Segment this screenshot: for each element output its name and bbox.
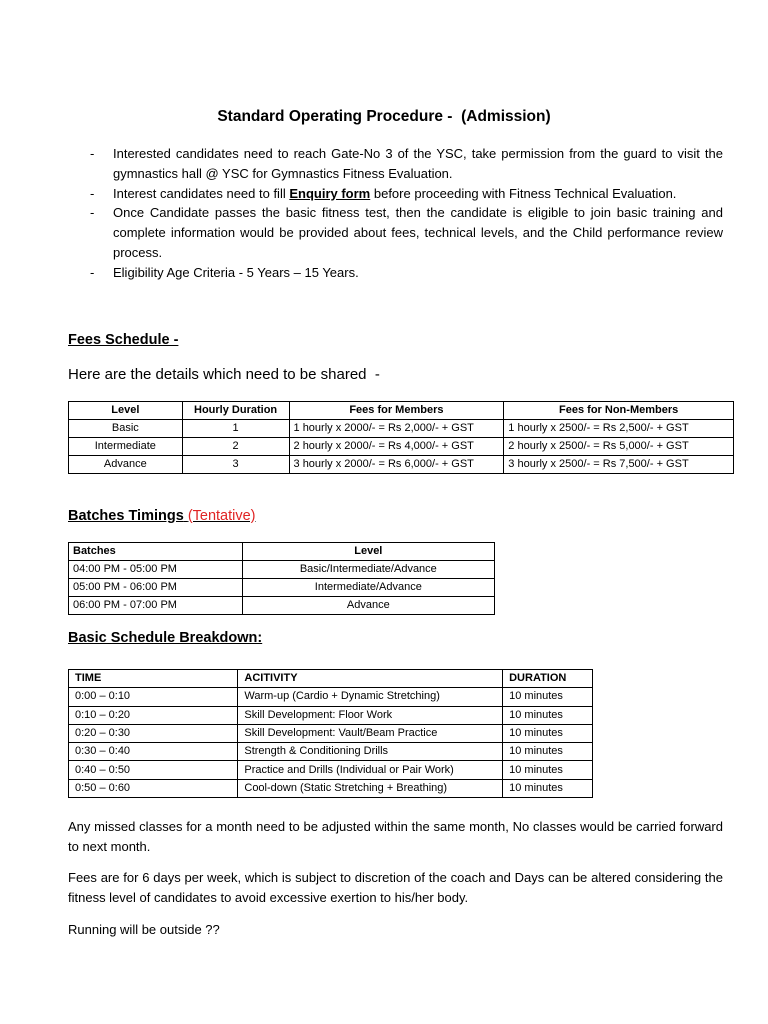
batches-table <box>68 542 495 615</box>
table-row <box>69 743 593 761</box>
table-cell: Basic/Intermediate/Advance <box>242 561 494 579</box>
table-row <box>69 579 495 597</box>
schedule-table <box>68 669 593 798</box>
column-header: Level <box>242 543 494 561</box>
table-row <box>69 724 593 742</box>
column-header: Fees for Members <box>289 402 504 420</box>
table-cell: 1 hourly x 2500/- = Rs 2,500/- + GST <box>504 420 734 438</box>
column-header: DURATION <box>503 670 593 688</box>
fees-subtext: Here are the details which need to be shared - <box>68 366 380 383</box>
batches-timings-heading <box>68 508 256 524</box>
table-cell: 10 minutes <box>503 724 593 742</box>
table-cell: 10 minutes <box>503 761 593 779</box>
table-cell: 2 hourly x 2000/- = Rs 4,000/- + GST <box>289 438 504 456</box>
column-header: Batches <box>69 543 243 561</box>
table-cell: 10 minutes <box>503 706 593 724</box>
table-header-row <box>69 670 593 688</box>
table-row <box>69 688 593 706</box>
running-note: Running will be outside ?? <box>68 922 220 937</box>
fees-schedule-heading: Fees Schedule - <box>68 332 179 348</box>
column-header: ACITIVITY <box>238 670 503 688</box>
bullet-enquiry-form <box>88 184 723 204</box>
table-cell: 1 <box>182 420 289 438</box>
table-cell: 0:30 – 0:40 <box>69 743 238 761</box>
table-cell: 10 minutes <box>503 779 593 797</box>
table-cell: 10 minutes <box>503 743 593 761</box>
schedule-breakdown-heading: Basic Schedule Breakdown: <box>68 630 263 646</box>
table-cell: Basic <box>69 420 183 438</box>
table-row <box>69 597 495 615</box>
table-row <box>69 456 734 474</box>
table-cell: Warm-up (Cardio + Dynamic Stretching) <box>238 688 503 706</box>
table-cell: 0:20 – 0:30 <box>69 724 238 742</box>
table-cell: 05:00 PM - 06:00 PM <box>69 579 243 597</box>
table-cell: Skill Development: Vault/Beam Practice <box>238 724 503 742</box>
table-row <box>69 420 734 438</box>
fees-days-note: Fees are for 6 days per week, which is subject to discretion of the coach and Days can be altered considering the fitness level of candidates to avoid excessive exertion to his/her body. <box>68 870 723 905</box>
table-cell: 10 minutes <box>503 688 593 706</box>
column-header: Hourly Duration <box>182 402 289 420</box>
table-row <box>69 779 593 797</box>
table-row <box>69 438 734 456</box>
tentative-label: (Tentative) <box>187 508 256 524</box>
table-cell: 2 <box>182 438 289 456</box>
table-cell: 0:10 – 0:20 <box>69 706 238 724</box>
table-cell: 3 hourly x 2500/- = Rs 7,500/- + GST <box>504 456 734 474</box>
table-header-row <box>69 402 734 420</box>
table-cell: 0:50 – 0:60 <box>69 779 238 797</box>
fees-table <box>68 401 734 474</box>
bullet-enquiry-text-post: before proceeding with Fitness Technical Evaluation. <box>370 185 677 201</box>
batches-heading-text: Batches Timings <box>68 508 184 524</box>
table-cell: 1 hourly x 2000/- = Rs 2,000/- + GST <box>289 420 504 438</box>
table-row <box>69 761 593 779</box>
table-row <box>69 706 593 724</box>
table-cell: 04:00 PM - 05:00 PM <box>69 561 243 579</box>
table-cell: 2 hourly x 2500/- = Rs 5,000/- + GST <box>504 438 734 456</box>
table-cell: 06:00 PM - 07:00 PM <box>69 597 243 615</box>
bullet-age-criteria: - Eligibility Age Criteria - 5 Years – 15 Years. <box>88 263 723 283</box>
bullet-fitness-test: - Once Candidate passes the basic fitness test, then the candidate is eligible to join basic training and complete information would be provided about fees, technical levels, and the Child performance review process. <box>88 203 723 262</box>
column-header: Fees for Non-Members <box>504 402 734 420</box>
table-cell: Advance <box>242 597 494 615</box>
page-title: Standard Operating Procedure - (Admission) <box>217 108 551 125</box>
table-cell: 3 <box>182 456 289 474</box>
missed-classes-note: Any missed classes for a month need to be adjusted within the same month, No classes would be carried forward to next month. <box>68 819 723 854</box>
admission-bullet-list <box>88 144 723 283</box>
table-row <box>69 561 495 579</box>
table-cell: Advance <box>69 456 183 474</box>
table-cell: Intermediate <box>69 438 183 456</box>
table-header-row <box>69 543 495 561</box>
enquiry-form-link[interactable]: Enquiry form <box>289 185 371 201</box>
table-cell: 0:00 – 0:10 <box>69 688 238 706</box>
table-cell: 3 hourly x 2000/- = Rs 6,000/- + GST <box>289 456 504 474</box>
table-cell: Skill Development: Floor Work <box>238 706 503 724</box>
table-cell: 0:40 – 0:50 <box>69 761 238 779</box>
table-cell: Intermediate/Advance <box>242 579 494 597</box>
bullet-enquiry-text-pre: Interest candidates need to fill <box>113 185 290 201</box>
column-header: TIME <box>69 670 238 688</box>
table-cell: Practice and Drills (Individual or Pair Work) <box>238 761 503 779</box>
table-cell: Cool-down (Static Stretching + Breathing) <box>238 779 503 797</box>
column-header: Level <box>69 402 183 420</box>
table-cell: Strength & Conditioning Drills <box>238 743 503 761</box>
bullet-gate-instructions: - Interested candidates need to reach Gate-No 3 of the YSC, take permission from the guard to visit the gymnastics hall @ YSC for Gymnastics Fitness Evaluation. <box>88 144 723 184</box>
